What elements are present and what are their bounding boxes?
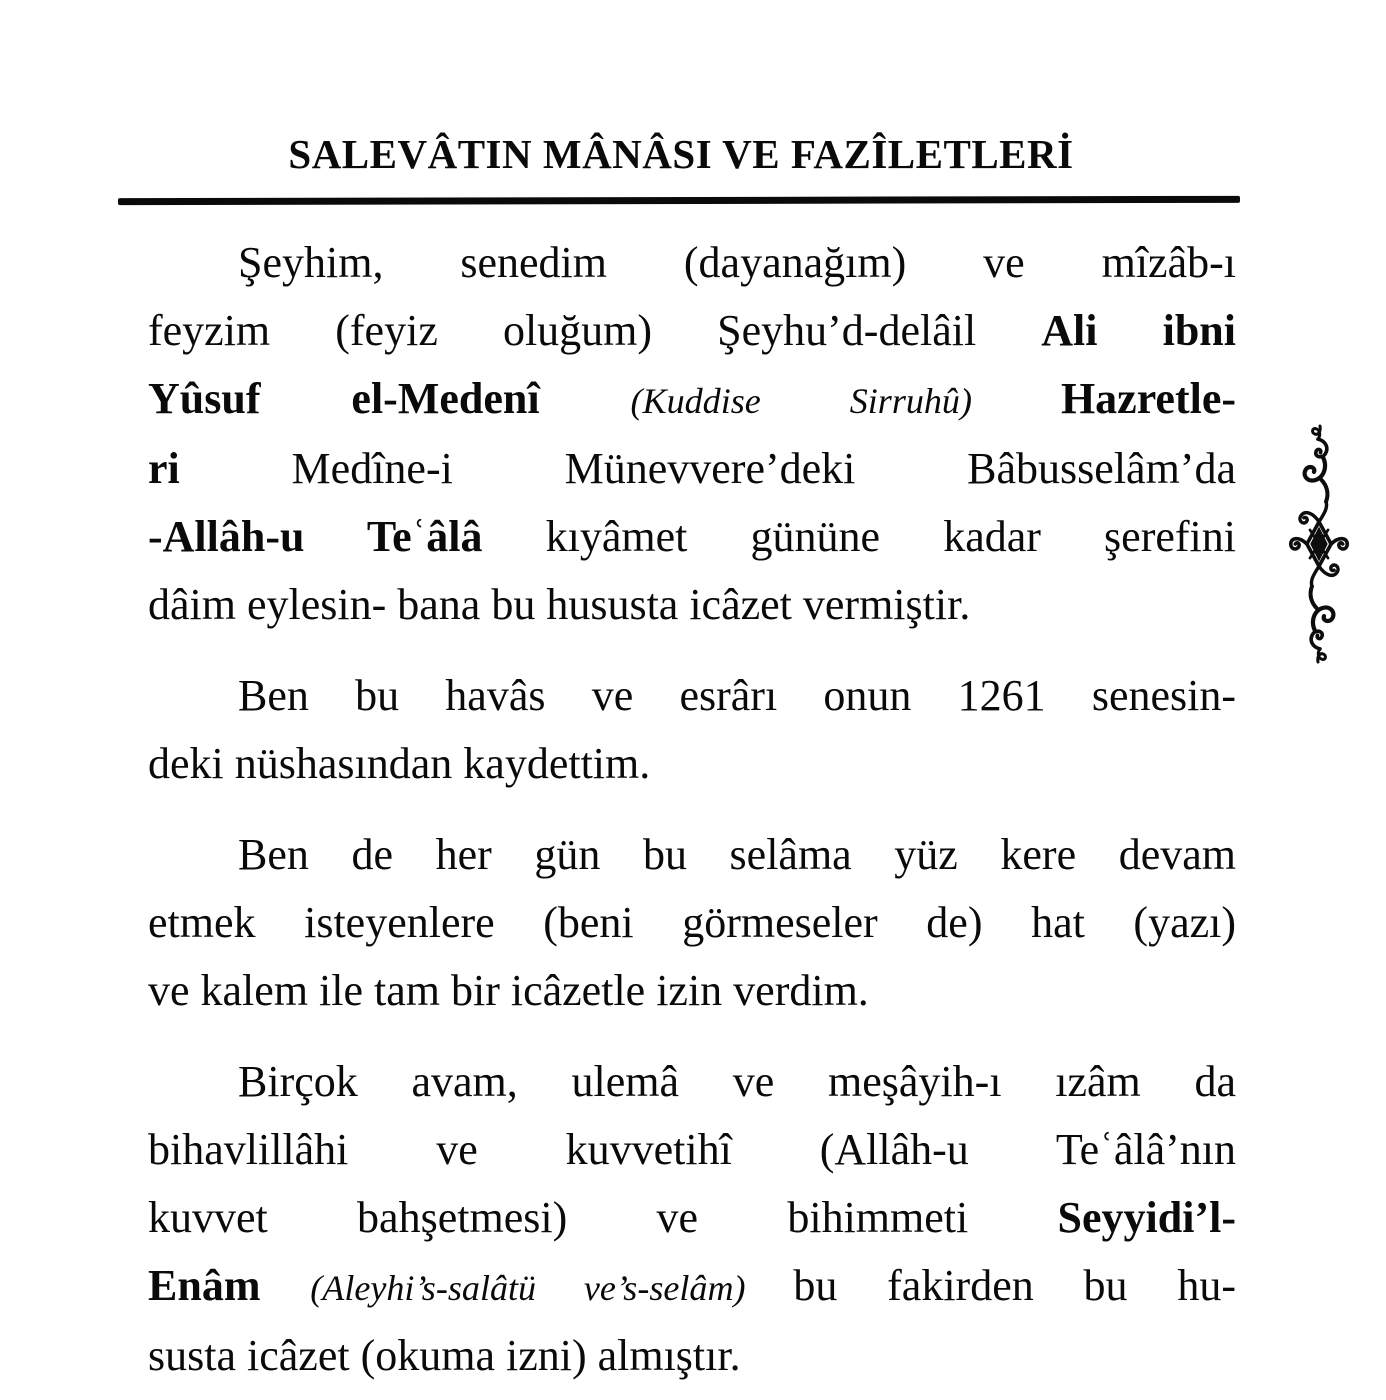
text-run: etmek isteyenlere (beni görmeseler de) hat (yazı)	[148, 898, 1236, 947]
text-line	[148, 1322, 1236, 1390]
text-line	[148, 1116, 1236, 1184]
text-run: Yûsuf el-Medenî	[148, 374, 631, 423]
text-run: Hazretle-	[1060, 374, 1237, 423]
text-line	[148, 821, 1236, 889]
text-run: Enâm	[148, 1261, 311, 1310]
text-run: bihavlillâhi ve kuvvetihî (Allâh-u Teʿâlâ’nın	[148, 1125, 1236, 1174]
text-line	[148, 957, 1236, 1025]
text-run: Medîne-i Münevvere’deki Bâbusselâm’da	[291, 444, 1236, 493]
paragraph	[148, 821, 1236, 1025]
text-line	[148, 229, 1236, 297]
text-run: Birçok avam, ulemâ ve meşâyih-ı ızâm da	[238, 1057, 1236, 1106]
text-run: susta icâzet (okuma izni) almıştır.	[148, 1331, 741, 1380]
text-line	[148, 889, 1236, 957]
paragraph	[148, 1048, 1236, 1390]
text-run: kıyâmet gününe kadar şerefini	[545, 512, 1236, 561]
text-run: Seyyidi’l-	[1057, 1193, 1236, 1242]
page-title: SALEVÂTIN MÂNÂSI VE FAZÎLETLERİ	[288, 131, 1074, 177]
text-line	[148, 1048, 1236, 1116]
text-line	[148, 365, 1236, 435]
text-run: -Allâh-u Teʿâlâ	[148, 512, 546, 561]
text-line	[148, 435, 1236, 503]
paragraph	[148, 662, 1236, 798]
text-run: ve kalem ile tam bir icâzetle izin verdim.	[148, 966, 869, 1015]
text-line	[148, 662, 1236, 730]
text-line	[148, 571, 1236, 639]
text-run: (Aleyhi’s-salâtü ve’s-selâm)	[310, 1268, 794, 1308]
text-run: dâim eylesin- bana bu hususta icâzet vermiştir.	[148, 580, 971, 629]
text-line	[148, 730, 1236, 798]
text-line	[148, 503, 1236, 571]
text-run: ri	[148, 444, 292, 493]
paragraphs	[148, 229, 1236, 1390]
text-run: Şeyhim, senedim (dayanağım) ve mîzâb-ı	[238, 238, 1236, 287]
text-run: Ali ibni	[1041, 306, 1236, 355]
text-line	[148, 1252, 1236, 1322]
text-line	[148, 297, 1236, 365]
text-run: (Kuddise Sirruhû)	[630, 381, 1061, 421]
text-run: kuvvet bahşetmesi) ve bihimmeti	[148, 1193, 1058, 1242]
text-run: Ben de her gün bu selâma yüz kere devam	[238, 830, 1236, 879]
header-rule	[118, 196, 1240, 205]
vertical-scroll-flourish-icon	[1286, 423, 1352, 665]
text-run: feyzim (feyiz oluğum) Şeyhu’d-delâil	[148, 306, 1042, 355]
text-run: Ben bu havâs ve esrârı onun 1261 senesin-	[238, 671, 1236, 720]
text-run: bu fakirden bu hu-	[793, 1261, 1236, 1310]
paragraph	[148, 229, 1236, 639]
text-run: deki nüshasından kaydettim.	[148, 739, 651, 788]
text-line	[148, 1184, 1236, 1252]
